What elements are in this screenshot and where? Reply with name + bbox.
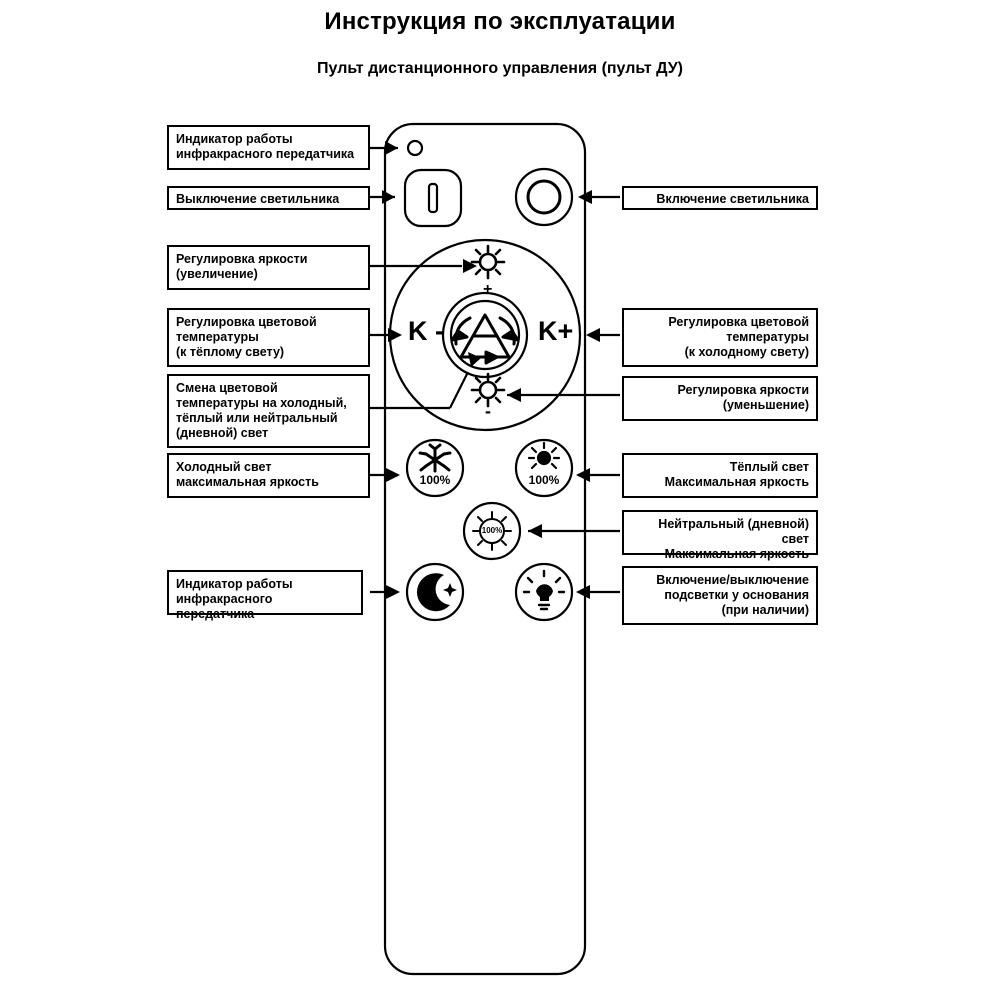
callout-text: Выключение светильника <box>176 192 340 206</box>
minus-label: - <box>485 401 491 421</box>
callout-ir-indicator-bottom <box>167 570 363 621</box>
callout-text: Включение светильника <box>656 192 809 206</box>
callout-ir-indicator-top <box>167 125 370 170</box>
callout-color-temp-cold <box>622 308 818 367</box>
k-minus-label[interactable]: K - <box>408 316 444 346</box>
callout-brightness-up <box>167 245 370 290</box>
power-on-inner-icon <box>528 181 560 213</box>
neutral-percent-label: 100% <box>481 526 503 535</box>
callout-text: Регулировка яркости (увеличение) <box>176 252 308 281</box>
callout-text: Регулировка яркости (уменьшение) <box>677 383 809 412</box>
callout-lamp-on <box>622 186 818 210</box>
page-subtitle: Пульт дистанционного управления (пульт ДУ) <box>317 60 683 77</box>
callout-color-temp-warm <box>167 308 370 367</box>
callout-text: Индикатор работы инфракрасного передатчика <box>176 577 293 621</box>
callout-neutral-max <box>622 510 818 561</box>
brightness-down-icon[interactable] <box>472 374 504 406</box>
power-off-bar-icon <box>429 184 437 212</box>
callout-lamp-off <box>167 186 370 210</box>
callout-base-backlight <box>622 566 818 625</box>
callout-text: Смена цветовой температуры на холодный, тёплый или нейтральный (дневной) свет <box>176 381 347 440</box>
callout-color-temp-cycle <box>167 374 370 448</box>
callout-text: Регулировка цветовой температуры (к холодному свету) <box>668 315 809 359</box>
callout-cold-max <box>167 453 370 498</box>
brightness-up-icon[interactable] <box>472 246 504 278</box>
callout-text: Регулировка цветовой температуры (к тёплому свету) <box>176 315 317 359</box>
plus-label: + <box>483 281 493 298</box>
callout-text: Индикатор работы инфракрасного передатчика <box>176 132 355 161</box>
callout-brightness-down <box>622 376 818 421</box>
callout-text: Тёплый свет Максимальная яркость <box>664 460 809 489</box>
callout-text: Нейтральный (дневной) свет Максимальная яркость <box>658 517 809 561</box>
neutral-sun-core-icon <box>480 519 504 543</box>
callout-text: Холодный свет максимальная яркость <box>176 460 319 489</box>
warm-percent-label: 100% <box>528 473 560 487</box>
callout-warm-max <box>622 453 818 498</box>
cold-percent-label: 100% <box>419 473 451 487</box>
page-title: Инструкция по эксплуатации <box>324 8 676 35</box>
ir-indicator-dot <box>408 141 422 155</box>
k-plus-label[interactable]: K+ <box>538 316 574 346</box>
callout-text: Включение/выключение подсветки у основания (при наличии) <box>656 573 809 617</box>
